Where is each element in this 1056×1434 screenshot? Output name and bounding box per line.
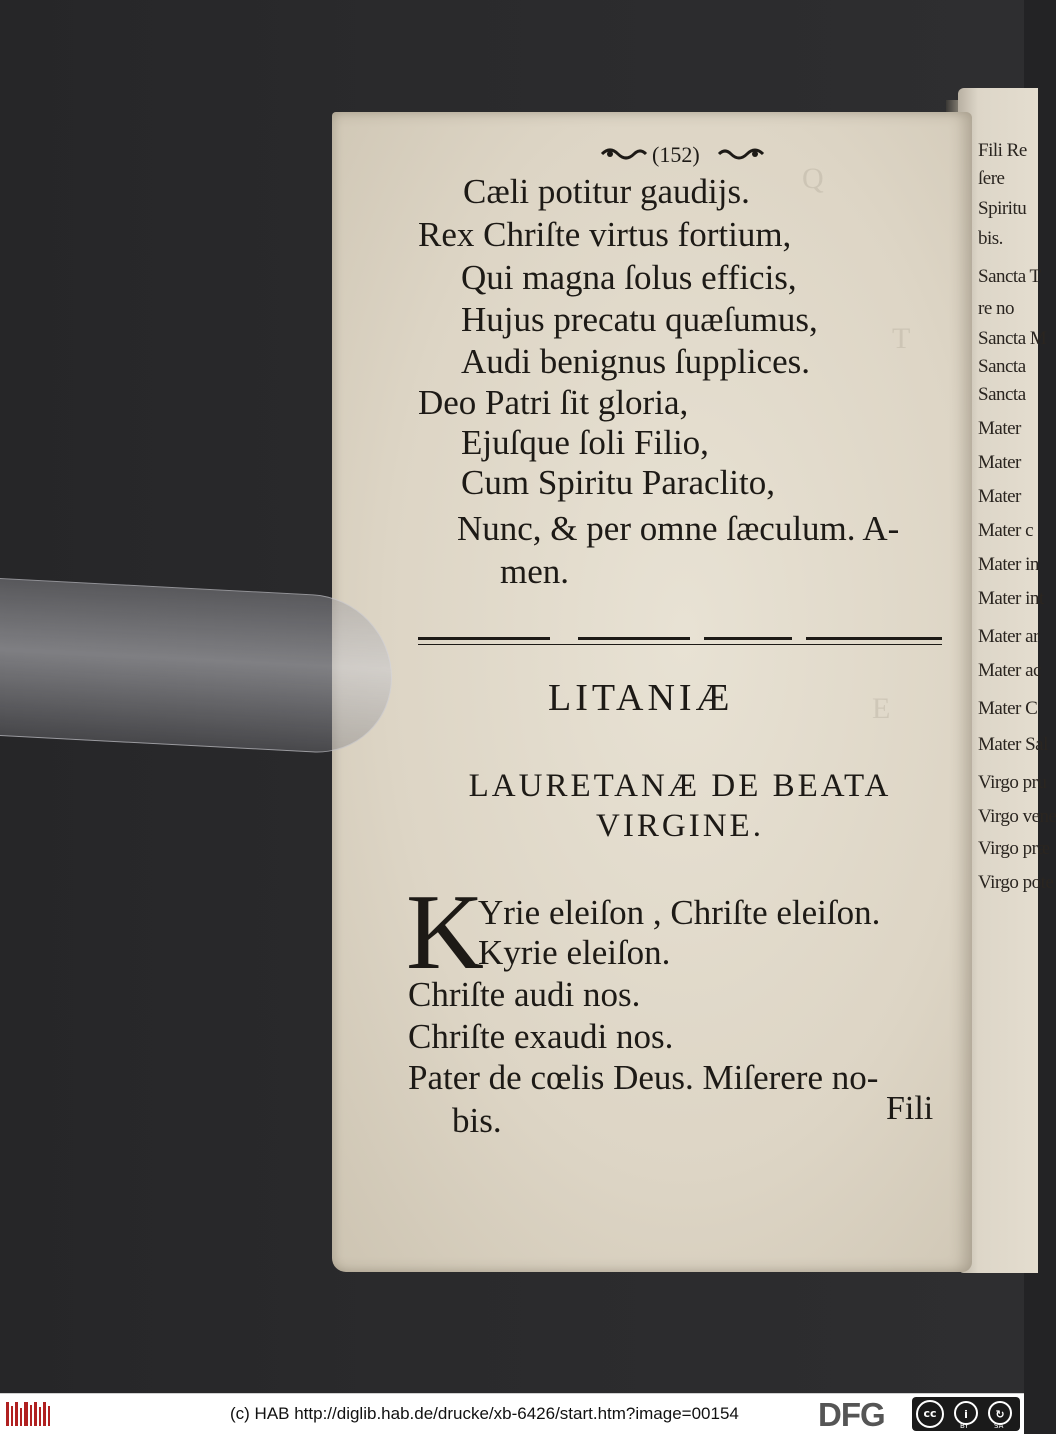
sa-label: SA bbox=[994, 1422, 1004, 1430]
facing-page-line: Mater bbox=[978, 452, 1021, 473]
catchword: Fili bbox=[886, 1090, 934, 1127]
text-line: Hujus precatu quæſumus, bbox=[461, 300, 818, 339]
section-divider bbox=[704, 637, 792, 640]
facing-page-line: Virgo pote bbox=[978, 872, 1054, 893]
bleed-through: E bbox=[872, 692, 891, 725]
litany-line: Chriſte exaudi nos. bbox=[408, 1017, 674, 1056]
facing-page-line: Mater ar bbox=[978, 626, 1039, 647]
barcode-logo-icon bbox=[6, 1400, 50, 1428]
facing-page-line: Fili Re bbox=[978, 140, 1027, 161]
facing-page-line: Mater bbox=[978, 486, 1021, 507]
facing-page-line: Mater ac bbox=[978, 660, 1041, 681]
cc-license-badge[interactable] bbox=[912, 1397, 1020, 1431]
text-line: Deo Patri ſit gloria, bbox=[418, 383, 689, 422]
section-divider bbox=[578, 637, 690, 640]
page-holder-clip bbox=[0, 577, 392, 756]
section-subtitle: LAURETANÆ DE BEATA VIRGINE. bbox=[468, 768, 892, 844]
copyright-link[interactable]: (c) HAB http://diglib.hab.de/drucke/xb-6426/start.htm?image=00154 bbox=[230, 1404, 739, 1423]
page-number: (152) bbox=[652, 142, 700, 167]
facing-page-line: Mater Sal bbox=[978, 734, 1048, 755]
facing-page-line: Virgo vene bbox=[978, 806, 1056, 827]
facing-page-line: Sancta bbox=[978, 384, 1026, 405]
section-divider bbox=[418, 644, 942, 645]
cc-icon: cc bbox=[916, 1400, 944, 1428]
facing-page-line: re no bbox=[978, 298, 1015, 319]
facing-page-line: Sancta bbox=[978, 356, 1026, 377]
facing-page-line: ſere bbox=[978, 168, 1005, 189]
facing-page-line: Mater C bbox=[978, 698, 1038, 719]
text-line: Ejuſque ſoli Filio, bbox=[461, 423, 709, 462]
facing-page-line: Virgo pru bbox=[978, 772, 1047, 793]
by-label: BY bbox=[960, 1422, 969, 1430]
text-line: Nunc, & per omne ſæculum. A- bbox=[457, 509, 900, 548]
by-icon: i bbox=[954, 1401, 978, 1425]
facing-page-line: bis. bbox=[978, 228, 1003, 249]
text-line: Audi benignus ſupplices. bbox=[461, 342, 810, 381]
litany-line: bis. bbox=[452, 1101, 502, 1140]
text-line: Qui magna ſolus efficis, bbox=[461, 258, 797, 297]
litany-line: Pater de cœlis Deus. Miſerere no- bbox=[408, 1058, 879, 1097]
dfg-logo: DFG bbox=[818, 1396, 885, 1433]
facing-page-line: Mater c bbox=[978, 520, 1034, 541]
facing-page-line: Spiritu bbox=[978, 198, 1027, 219]
facing-page-line: Sancta M bbox=[978, 328, 1047, 349]
sa-icon: ↻ bbox=[988, 1401, 1012, 1425]
text-line: Cum Spiritu Paraclito, bbox=[461, 463, 776, 502]
section-divider bbox=[806, 637, 942, 640]
bleed-through: Q bbox=[802, 162, 824, 195]
litany-line: Chriſte audi nos. bbox=[408, 975, 641, 1014]
footer-bar bbox=[0, 1393, 1024, 1434]
text-line: Rex Chriſte virtus fortium, bbox=[418, 215, 792, 254]
litany-line: Yrie eleiſon , Chriſte eleiſon. bbox=[478, 893, 881, 932]
facing-page-line: Mater int bbox=[978, 588, 1044, 609]
facing-page-line: Mater bbox=[978, 418, 1021, 439]
facing-page-line: Virgo præ bbox=[978, 838, 1050, 859]
litany-line: Kyrie eleiſon. bbox=[478, 933, 671, 972]
section-title: LITANIÆ bbox=[548, 677, 734, 719]
text-line: Cæli potitur gaudijs. bbox=[463, 172, 750, 211]
section-divider bbox=[418, 637, 550, 640]
facing-page-line: Sancta T bbox=[978, 266, 1041, 287]
facing-page-line: Mater in bbox=[978, 554, 1039, 575]
bleed-through: T bbox=[892, 322, 911, 355]
drop-capital: K bbox=[406, 873, 484, 992]
text-line: men. bbox=[500, 552, 570, 591]
